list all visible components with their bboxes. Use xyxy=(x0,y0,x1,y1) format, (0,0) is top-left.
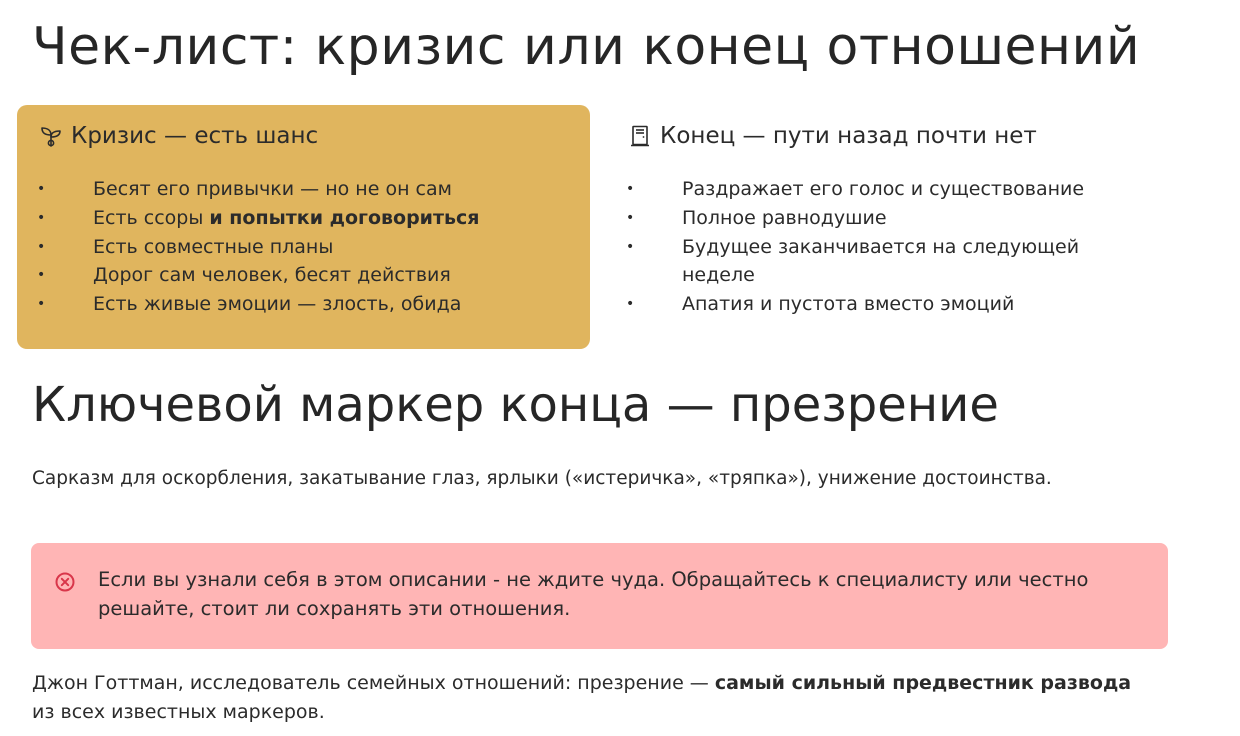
circle-x-icon xyxy=(54,571,76,593)
list-item: • Апатия и пустота вместо эмоций xyxy=(610,290,1170,319)
crisis-card-title: Кризис — есть шанс xyxy=(71,123,319,149)
door-icon xyxy=(628,124,652,148)
end-card-title: Конец — пути назад почти нет xyxy=(660,123,1037,149)
warning-callout xyxy=(31,543,1168,649)
crisis-list xyxy=(17,175,590,319)
crisis-card-header xyxy=(39,121,318,151)
gottman-quote: Джон Готтман, исследователь семейных отношений: презрение — самый сильный предвестник развода из всех известных маркеров. xyxy=(32,672,1132,723)
list-item: • Есть живые эмоции — злость, обида xyxy=(17,290,590,319)
sprout-icon xyxy=(39,124,63,148)
end-card-header xyxy=(628,121,1037,151)
end-card xyxy=(610,105,1170,349)
list-item: • Раздражает его голос и существование xyxy=(610,175,1170,204)
crisis-card xyxy=(17,105,590,349)
list-item: • Бесят его привычки — но не он сам xyxy=(17,175,590,204)
list-item: • Есть ссоры и попытки договориться xyxy=(17,204,590,233)
list-item: • Полное равнодушие xyxy=(610,204,1170,233)
end-list xyxy=(610,175,1170,319)
warning-text: Если вы узнали себя в этом описании - не ждите чуда. Обращайтесь к специалисту или честно решайте, стоит ли сохранять эти отношения. xyxy=(98,568,1089,620)
marker-description: Сарказм для оскорбления, закатывание глаз, ярлыки («истеричка», «тряпка»), унижение достоинства. xyxy=(32,468,1052,489)
page-title: Чек-лист: кризис или конец отношений xyxy=(32,17,1141,77)
emphasis-text: самый сильный предвестник развода xyxy=(714,672,1132,694)
emphasis-text: и попытки договориться xyxy=(209,206,480,229)
list-item: • Дорог сам человек, бесят действия xyxy=(17,261,590,290)
list-item: • Будущее заканчивается на следующей неделе xyxy=(610,233,1170,291)
section-heading: Ключевой маркер конца — презрение xyxy=(32,377,999,433)
list-item: • Есть совместные планы xyxy=(17,233,590,262)
